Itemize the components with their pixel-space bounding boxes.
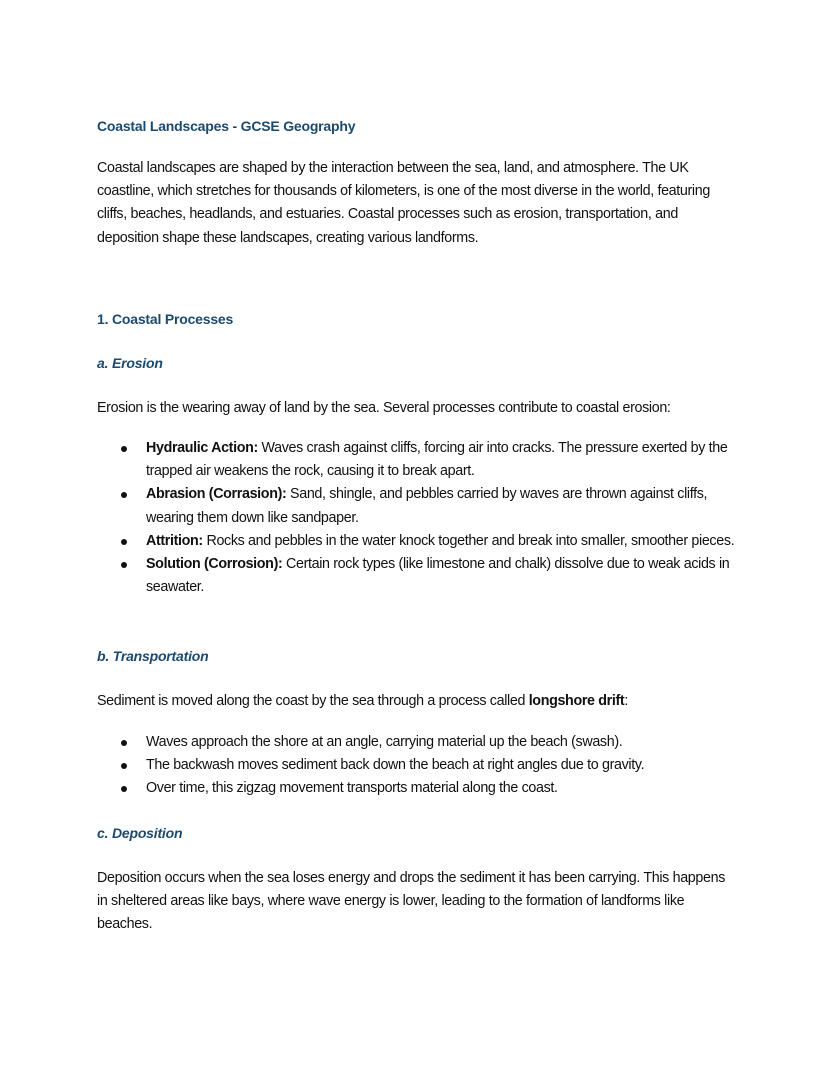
bullet-icon (121, 446, 127, 452)
list-item (97, 553, 737, 599)
deposition-paragraph: Deposition occurs when the sea loses energy and drops the sediment it has been carrying. This happens in sheltered areas like bays, where wave energy is lower, leading to the formation of landforms like beaches. (97, 870, 725, 933)
list-item-text: The backwash moves sediment back down the beach at right angles due to gravity. (146, 757, 645, 774)
list-item (97, 437, 737, 483)
list-item (97, 483, 737, 529)
section-heading-coastal-processes: 1. Coastal Processes (97, 311, 234, 327)
term-label: Attrition: (146, 532, 203, 549)
intro-text-end: : (624, 693, 628, 709)
intro-paragraph: Coastal landscapes are shaped by the interaction between the sea, land, and atmosphere. The UK coastline, which stretches for thousands of kilometers, is one of the most diverse in the world, featuring cliffs, beaches, headlands, and estuaries. Coastal processes such as erosion, transportation, and deposition shape these landscapes, creating various landforms. (97, 160, 710, 246)
list-item (97, 530, 737, 553)
list-item-text: Waves approach the shore at an angle, carrying material up the beach (swash). (146, 734, 623, 750)
list-item (97, 731, 737, 754)
transportation-intro-paragraph (97, 690, 737, 713)
list-item (97, 777, 737, 800)
term-description: Certain rock types (like limestone and chalk) dissolve due to weak acids in seawater. (146, 556, 730, 596)
term-description: Waves crash against cliffs, forcing air into cracks. The pressure exerted by the trapped air weakens the rock, causing it to break apart. (146, 440, 728, 480)
subsection-heading-erosion: a. Erosion (97, 355, 163, 371)
bullet-icon (121, 740, 127, 746)
term-description: Rocks and pebbles in the water knock together and break into smaller, smoother pieces. (202, 532, 735, 549)
list-item-text: Over time, this zigzag movement transports material along the coast. (146, 780, 558, 797)
bullet-icon (121, 492, 127, 498)
term-label: Hydraulic Action: (146, 440, 258, 456)
erosion-intro-paragraph: Erosion is the wearing away of land by the sea. Several processes contribute to coastal erosion: (97, 400, 671, 416)
bullet-icon (121, 539, 127, 545)
erosion-process-list (97, 437, 737, 599)
longshore-drift-term: longshore drift (528, 693, 625, 709)
bullet-icon (121, 763, 127, 769)
bullet-icon (121, 786, 127, 792)
intro-text: Sediment is moved along the coast by the sea through a process called (97, 693, 529, 709)
list-item (97, 754, 737, 777)
longshore-drift-list (97, 731, 737, 801)
term-description: Sand, shingle, and pebbles carried by waves are thrown against cliffs, wearing them down like sandpaper. (146, 486, 708, 526)
document-title: Coastal Landscapes - GCSE Geography (97, 118, 356, 134)
subsection-heading-deposition: c. Deposition (97, 825, 183, 841)
term-label: Abrasion (Corrasion): (146, 486, 287, 503)
subsection-heading-transportation: b. Transportation (97, 648, 209, 664)
term-label: Solution (Corrosion): (146, 556, 283, 573)
bullet-icon (121, 562, 127, 568)
